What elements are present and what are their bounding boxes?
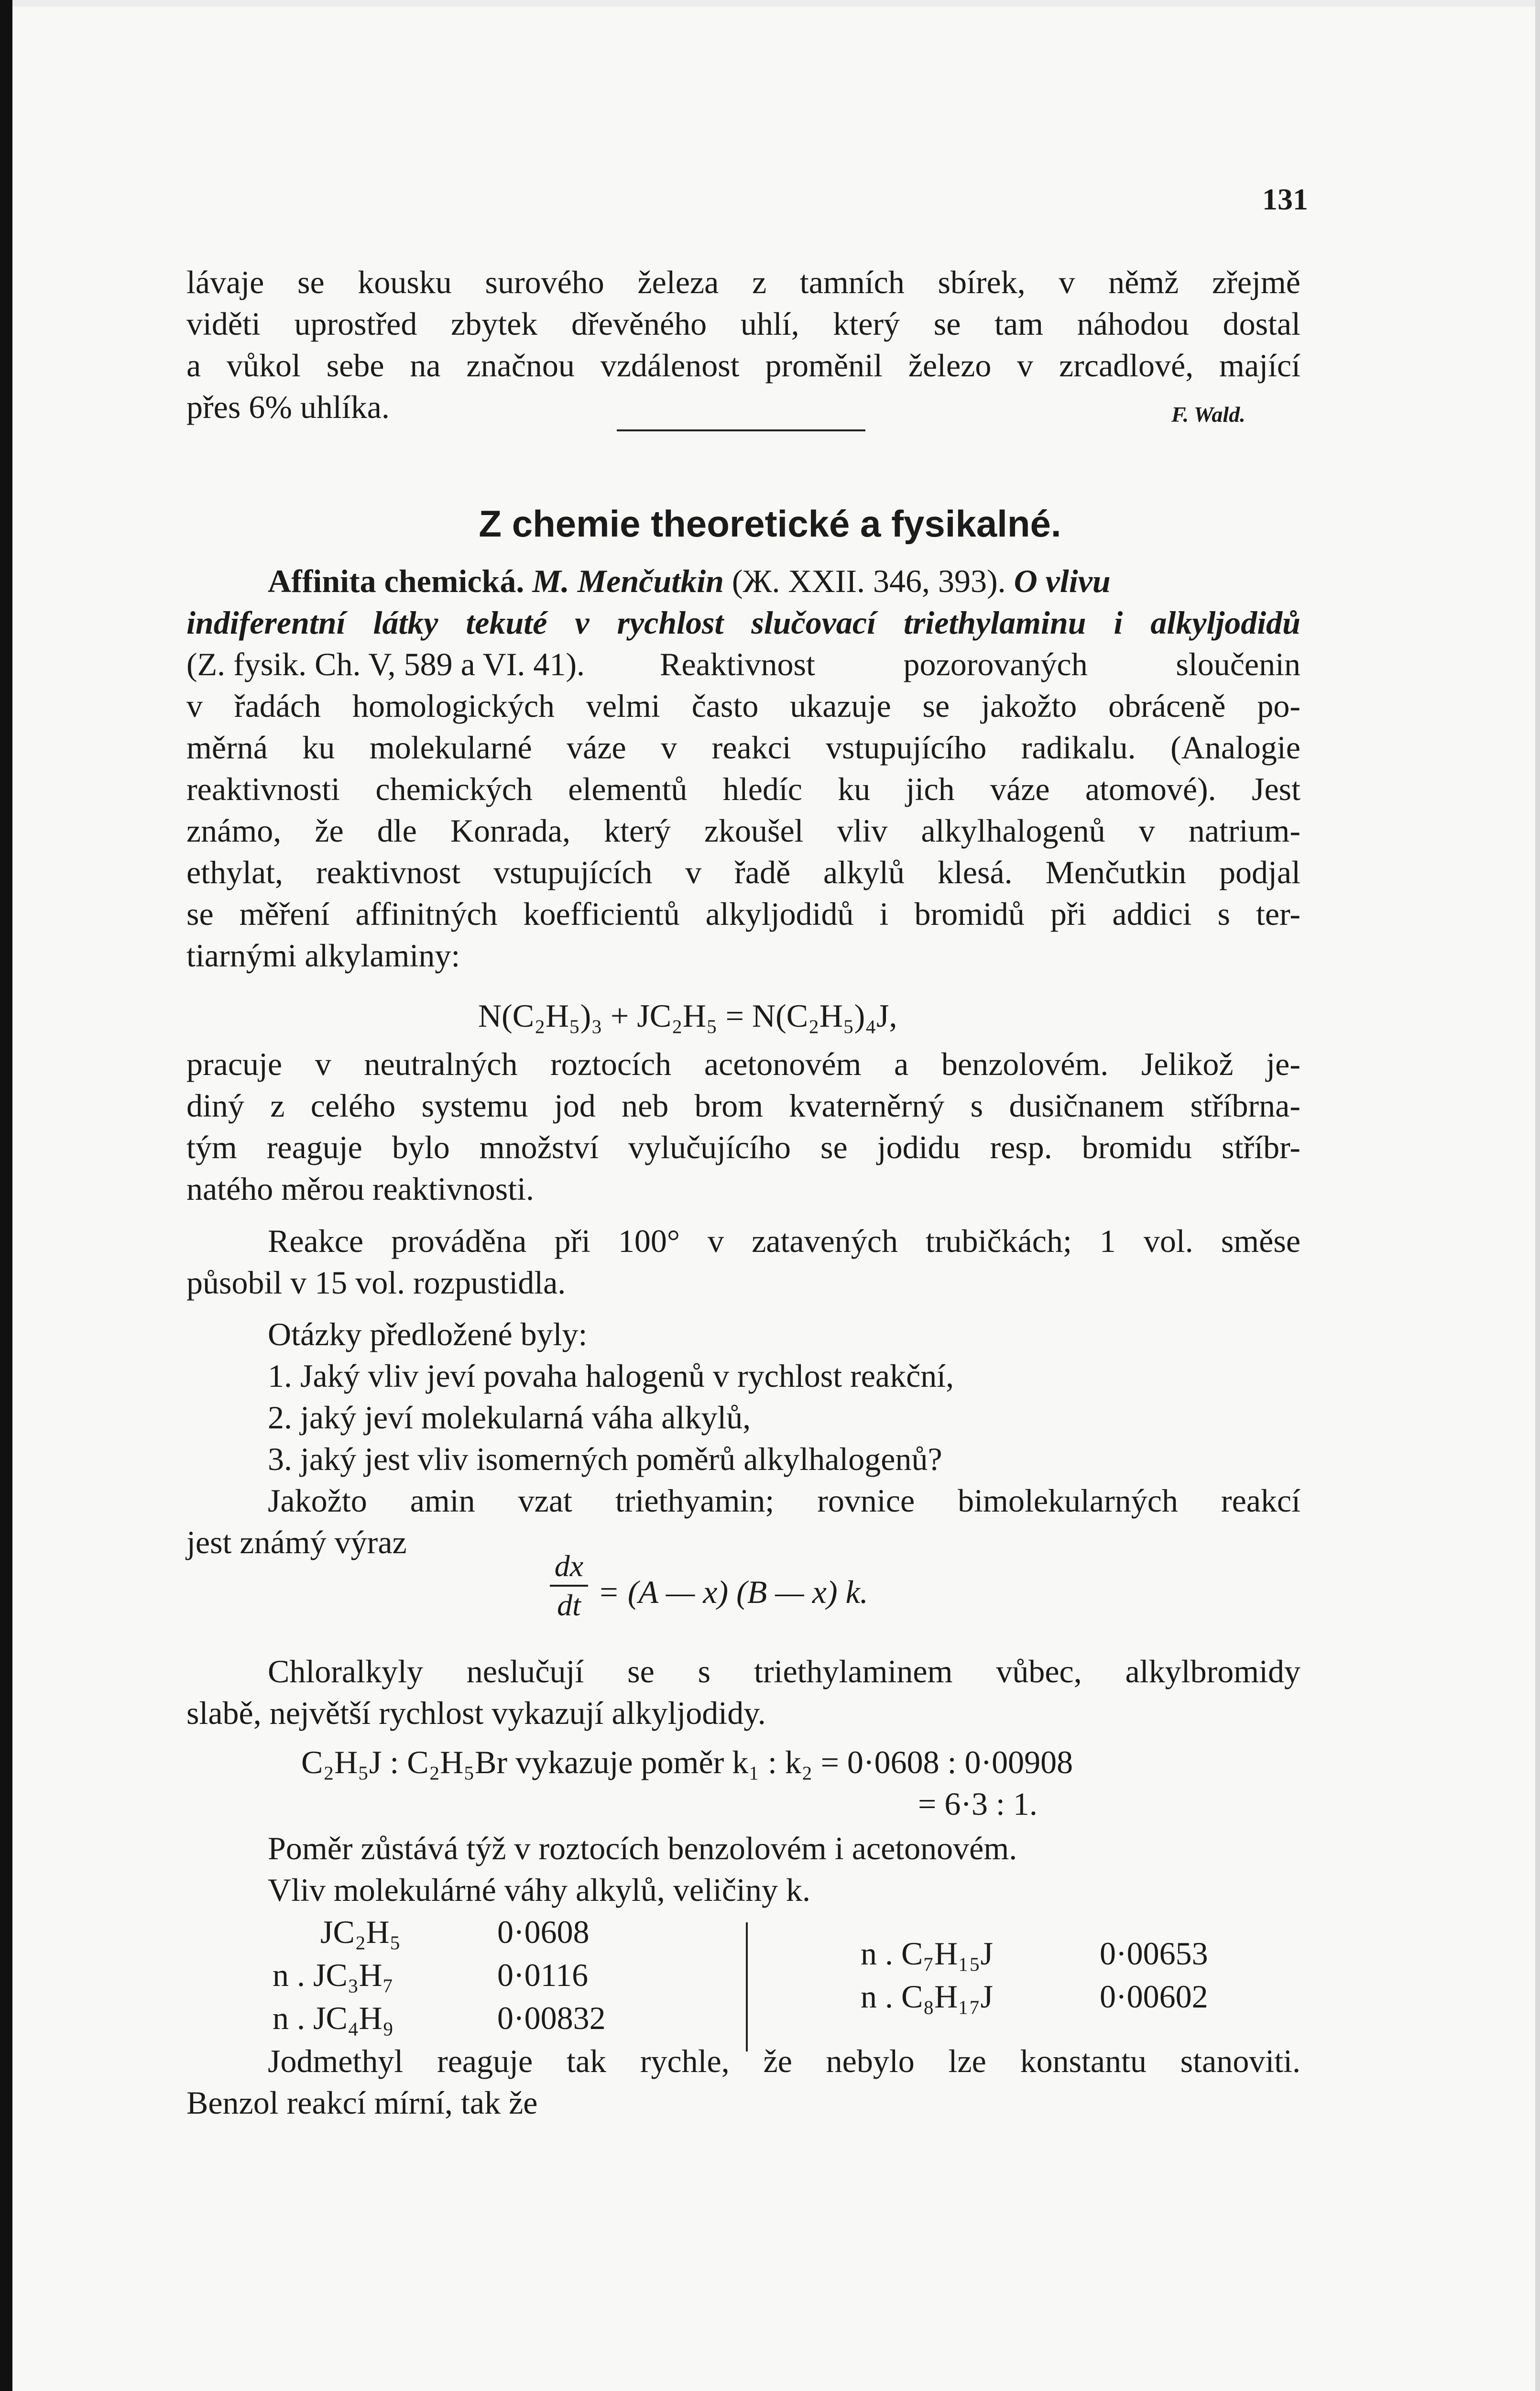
affinita-ref: (Ж. XXII. 346, 393). [732, 563, 1006, 599]
table-value: 0·0116 [497, 1957, 589, 1993]
table-value: 0·00653 [1100, 1935, 1208, 1972]
page-binding-edge [0, 0, 12, 2391]
table-compound: JC₂H₅ [320, 1914, 401, 1950]
page-right-edge [1535, 0, 1540, 2391]
table-divider [746, 1922, 748, 2051]
ratio-line: = 6·3 : 1. [918, 1786, 1038, 1822]
rate-numerator: dx [554, 1549, 584, 1583]
rate-denominator: dt [557, 1588, 581, 1622]
table-compound: n . JC₃H₇ [273, 1957, 394, 1993]
affinita-line: se měření affinitných koefficientů alkyljodidů i bromidů při addici s ter- [186, 896, 1300, 932]
para5-line: Chloralkyly neslučují se s triethylaminem vůbec, alkylbromidy [268, 1653, 1300, 1689]
question-item: 1. Jaký vliv jeví povaha halogenů v rychlost reakční, [268, 1358, 954, 1394]
para3-line: Reakce prováděna při 100° v zatavených trubičkách; 1 vol. směse [268, 1223, 1300, 1259]
rate-fraction [550, 1549, 588, 1622]
para2-line: tým reaguje bylo množství vylučujícího se jodidu resp. bromidu stříbr- [186, 1129, 1300, 1165]
question-item: 2. jaký jeví molekularná váha alkylů, [268, 1399, 751, 1436]
separator-rule [617, 429, 865, 431]
intro-line: přes 6% uhlíka. [186, 389, 390, 425]
para6-line: Vliv molekulárné váhy alkylů, veličiny k. [268, 1872, 810, 1908]
section-title: Z chemie theoretické a fysikalné. [479, 503, 1061, 545]
intro-line: viděti uprostřed zbytek dřevěného uhlí, který se tam náhodou dostal [186, 306, 1300, 342]
para2-line: diný z celého systemu jod neb brom kvaterněrný s dusičnanem stříbrna- [186, 1087, 1300, 1124]
ratio-line: C₂H₅J : C₂H₅Br vykazuje poměr k₁ : k₂ = 0·0608 : 0·00908 [301, 1744, 1073, 1780]
affinita-line: Reaktivnost pozorovaných sloučenin [660, 646, 1300, 682]
affinita-heading-line [268, 559, 1300, 603]
author-signature: F. Wald. [1171, 402, 1245, 427]
para2-line: pracuje v neutralných roztocích acetonovém a benzolovém. Jelikož je- [186, 1046, 1300, 1082]
para6-line: Poměr zůstává týž v roztocích benzolovém i acetonovém. [268, 1830, 1017, 1866]
affinita-line: ethylat, reaktivnost vstupujících v řadě alkylů klesá. Menčutkin podjal [186, 854, 1300, 890]
para3-line: působil v 15 vol. rozpustidla. [186, 1264, 566, 1301]
questions-heading: Otázky předložené byly: [268, 1316, 588, 1352]
table-compound: n . C₈H₁₇J [861, 1978, 994, 2015]
affinita-line: tiarnými alkylaminy: [186, 937, 460, 974]
table-value: 0·00602 [1100, 1978, 1208, 2015]
question-item: 3. jaký jest vliv isomerných poměrů alkylhalogenů? [268, 1441, 942, 1477]
para4-line: jest známý výraz [186, 1524, 407, 1560]
table-compound: n . C₇H₁₅J [861, 1935, 994, 1972]
page-top-edge [0, 0, 1540, 7]
table-value: 0·00832 [497, 2000, 606, 2036]
para4-line: Jakožto amin vzat triethyamin; rovnice bimolekularných reakcí [268, 1482, 1300, 1519]
table-value: 0·0608 [497, 1914, 590, 1950]
affinita-line: reaktivnosti chemických elementů hledíc ku jich váze atomové). Jest [186, 771, 1300, 807]
table-compound: n . JC₄H₉ [273, 2000, 394, 2036]
intro-line: a vůkol sebe na značnou vzdálenost proměnil železo v zrcadlové, mající [186, 347, 1300, 384]
fraction-bar [550, 1585, 588, 1587]
equation-addition: N(C₂H₅)₃ + JC₂H₅ = N(C₂H₅)₄J, [478, 998, 897, 1034]
intro-line: lávaje se kousku surového železa z tamních sbírek, v němž zřejmě [186, 264, 1300, 300]
affinita-ref2: (Z. fysik. Ch. V, 589 a VI. 41). [186, 646, 585, 682]
page-number: 131 [1262, 182, 1308, 216]
affinita-title: indiferentní látky tekuté v rychlost slučovací triethylaminu i alkyljodidů [186, 604, 1300, 641]
affinita-author: M. Menčutkin [532, 563, 724, 599]
affinita-line: měrná ku molekularné váze v reakci vstupujícího radikalu. (Analogie [186, 729, 1300, 766]
rate-equation-rhs: = (A — x) (B — x) k. [598, 1574, 868, 1610]
para7-line: Benzol reakcí mírní, tak že [186, 2084, 538, 2121]
affinita-heading: Affinita chemická. [268, 563, 524, 599]
para5-line: slabě, největší rychlost vykazují alkyljodidy. [186, 1695, 766, 1731]
para2-line: natého měrou reaktivnosti. [186, 1171, 535, 1207]
para7-line: Jodmethyl reaguje tak rychle, že nebylo lze konstantu stanoviti. [268, 2043, 1300, 2079]
affinita-title-start: O vlivu [1014, 563, 1111, 599]
affinita-line: v řadách homologických velmi často ukazuje se jakožto obráceně po- [186, 688, 1300, 724]
affinita-line: známo, že dle Konrada, který zkoušel vliv alkylhalogenů v natrium- [186, 812, 1300, 849]
